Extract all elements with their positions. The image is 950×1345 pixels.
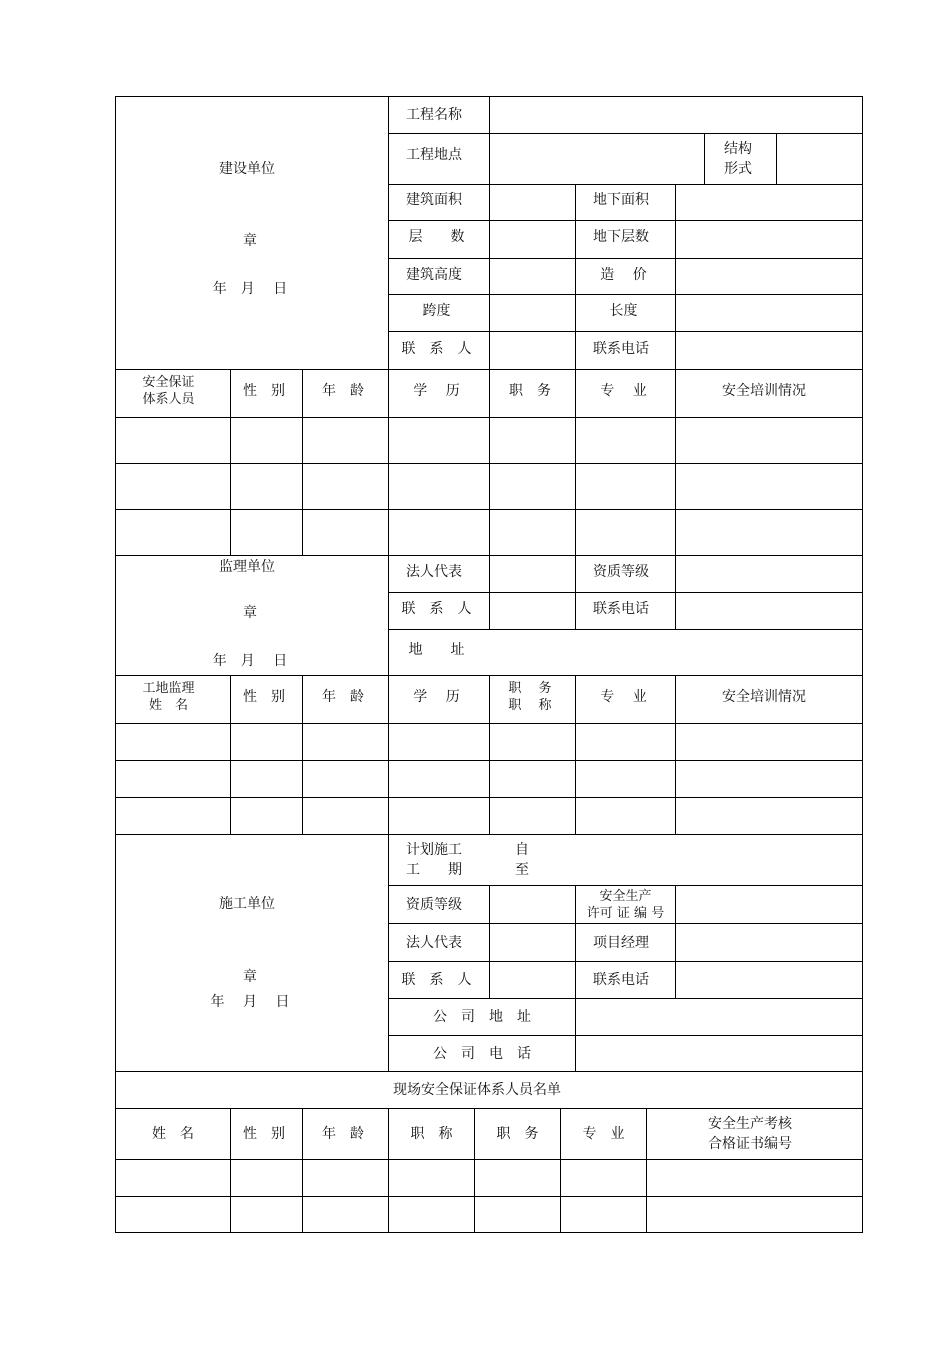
project-manager-label: 项目经理 — [593, 934, 649, 951]
site-supervisor-col-age: 年 龄 — [322, 689, 364, 705]
floors-label: 层 数 — [408, 229, 465, 245]
grid-line — [489, 885, 490, 999]
floor-area-label: 建筑面积 — [406, 192, 462, 208]
supervision-qualification-label: 资质等级 — [593, 564, 649, 580]
cost-label: 造 价 — [600, 266, 647, 283]
site-supervisor-col-education: 学 历 — [413, 689, 460, 705]
builder-unit-title: 施工单位 — [219, 896, 275, 912]
site-list-col-major: 专 业 — [582, 1126, 625, 1142]
site-list-col-gender: 性 别 — [243, 1126, 285, 1142]
safety-staff-col-name: 安全保证 体系人员 — [142, 375, 195, 407]
company-phone-label: 公 司 电 话 — [433, 1045, 531, 1062]
underground-area-label: 地下面积 — [593, 192, 649, 208]
contact-phone-label: 联系电话 — [593, 340, 649, 357]
grid-line — [489, 555, 490, 630]
building-height-label: 建筑高度 — [406, 266, 462, 283]
construction-unit-date: 年 月 日 — [212, 281, 288, 297]
safety-license-label: 安全生产 许可 证 编 号 — [586, 888, 665, 921]
safety-staff-col-training: 安全培训情况 — [722, 383, 806, 399]
table-border-bottom — [115, 1232, 863, 1233]
company-address-label: 公 司 地 址 — [433, 1009, 531, 1025]
construction-unit-title: 建设单位 — [219, 161, 275, 177]
contact-person-label: 联 系 人 — [401, 340, 472, 357]
supervision-unit-seal: 章 — [243, 605, 257, 621]
builder-qualification-label: 资质等级 — [406, 896, 462, 913]
period-range-label: 自 至 — [515, 842, 529, 878]
builder-legal-rep-label: 法人代表 — [406, 934, 462, 951]
supervision-contact-phone-label: 联系电话 — [593, 600, 649, 617]
site-list-col-name: 姓 名 — [152, 1126, 194, 1142]
site-list-title: 现场安全保证体系人员名单 — [393, 1082, 561, 1098]
site-supervisor-col-training: 安全培训情况 — [722, 689, 806, 705]
safety-staff-col-age: 年 龄 — [322, 383, 364, 399]
grid-line — [115, 1159, 863, 1160]
safety-staff-col-gender: 性 别 — [243, 383, 285, 399]
builder-contact-person-label: 联 系 人 — [401, 972, 472, 988]
site-supervisor-col-name: 工地监理 姓 名 — [142, 681, 195, 713]
supervision-unit-title: 监理单位 — [219, 559, 275, 575]
grid-line — [675, 184, 676, 370]
site-list-col-title: 职 称 — [410, 1126, 453, 1142]
builder-unit-date: 年 月 日 — [210, 994, 290, 1010]
grid-line — [776, 133, 777, 185]
safety-staff-col-education: 学 历 — [413, 383, 460, 399]
site-list-col-position: 职 务 — [496, 1126, 539, 1142]
grid-line — [115, 1196, 863, 1197]
supervision-unit-date: 年 月 日 — [212, 653, 288, 669]
grid-line — [675, 555, 676, 630]
safety-staff-col-major: 专 业 — [600, 383, 647, 399]
site-list-col-certificate: 安全生产考核 合格证书编号 — [708, 1116, 792, 1152]
grid-line — [675, 885, 676, 999]
site-supervisor-col-major: 专 业 — [600, 689, 647, 705]
grid-line — [489, 96, 490, 370]
construction-unit-seal: 章 — [243, 233, 257, 249]
structure-form-label: 结构 形式 — [724, 141, 752, 177]
project-location-label: 工程地点 — [406, 147, 462, 163]
site-list-col-age: 年 龄 — [322, 1126, 364, 1142]
builder-contact-phone-label: 联系电话 — [593, 972, 649, 988]
underground-floors-label: 地下层数 — [593, 229, 649, 245]
safety-staff-col-position: 职 务 — [509, 383, 551, 399]
supervision-contact-person-label: 联 系 人 — [401, 600, 472, 617]
planned-period-label: 计划施工 工 期 — [406, 842, 462, 878]
supervision-legal-rep-label: 法人代表 — [406, 564, 462, 580]
site-supervisor-col-gender: 性 别 — [243, 689, 285, 705]
table-border-right — [862, 96, 863, 1233]
span-label: 跨度 — [422, 302, 451, 319]
site-supervisor-col-position: 职 务 职 称 — [508, 681, 552, 713]
project-name-label: 工程名称 — [406, 107, 462, 123]
supervision-address-label: 地 址 — [408, 642, 465, 658]
length-label: 长度 — [609, 302, 638, 319]
builder-unit-seal: 章 — [243, 969, 257, 985]
